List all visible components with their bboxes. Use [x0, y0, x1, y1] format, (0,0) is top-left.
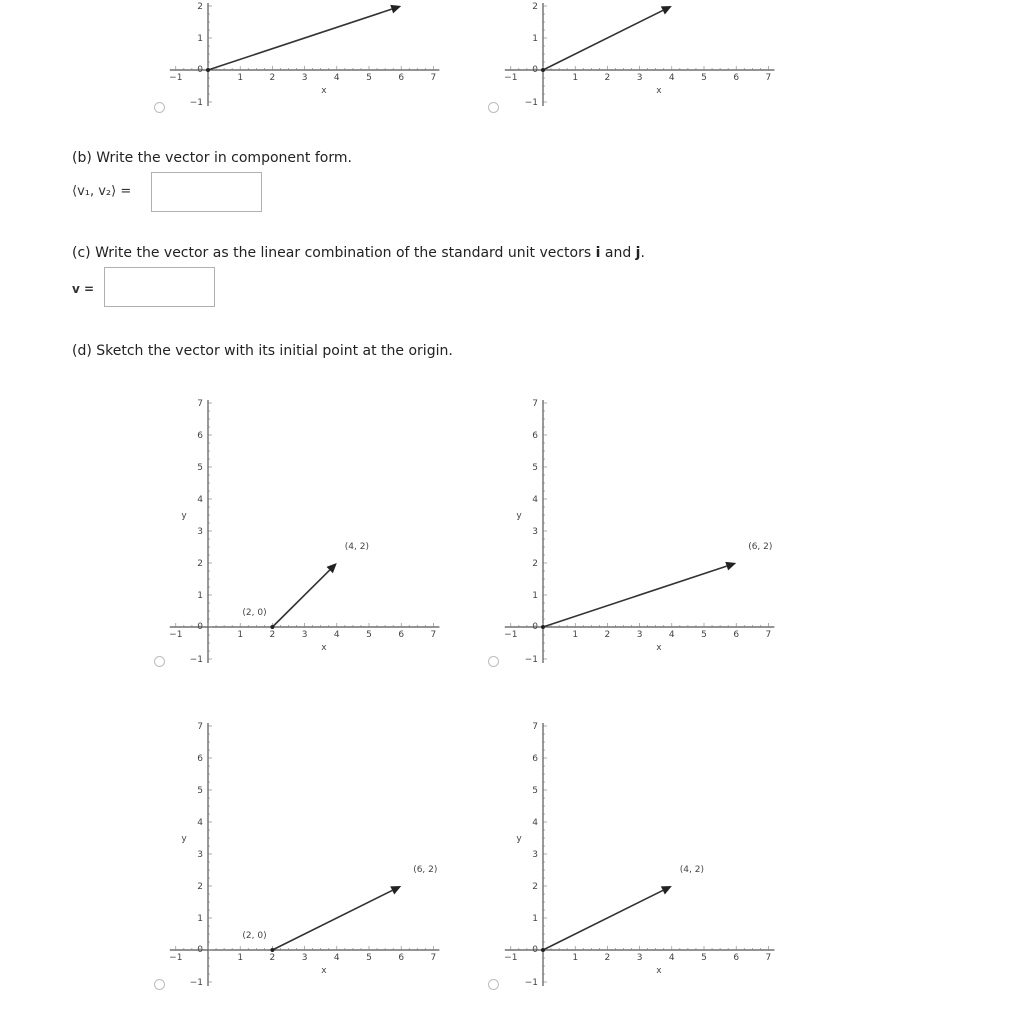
y-tick-label: −1 [189, 978, 203, 988]
x-tick-label: 1 [572, 953, 579, 963]
x-tick-label: −1 [504, 630, 518, 640]
point-annotation: (6, 2) [748, 542, 773, 552]
x-tick-label: 1 [237, 953, 244, 963]
x-tick-label: 3 [301, 73, 308, 83]
y-tick-label: 2 [532, 2, 538, 12]
vector-line [208, 9, 392, 70]
origin-label: 0 [532, 945, 538, 955]
y-tick-label: 6 [197, 754, 203, 764]
y-tick-label: −1 [524, 655, 538, 665]
x-tick-label: 1 [572, 73, 579, 83]
y-axis-label: y [181, 834, 187, 845]
origin-label: 0 [197, 945, 203, 955]
component-form-input[interactable] [152, 173, 261, 211]
vector-initial-point [206, 68, 210, 72]
linear-combination-answer-box[interactable] [104, 267, 215, 307]
vector-initial-point [541, 68, 545, 72]
x-axis-label: x [321, 86, 327, 96]
x-tick-label: 7 [430, 73, 437, 83]
y-axis-label: y [516, 511, 522, 522]
y-tick-label: 1 [532, 34, 538, 44]
y-tick-label: −1 [524, 98, 538, 108]
x-tick-label: 6 [398, 630, 405, 640]
question-c-and: and [600, 245, 636, 261]
vector-initial-point [541, 948, 545, 952]
y-tick-label: 1 [197, 34, 203, 44]
x-tick-label: 5 [701, 73, 707, 83]
radio-option-top-right[interactable] [488, 102, 499, 113]
x-axis-label: x [656, 86, 662, 96]
x-tick-label: 2 [269, 953, 276, 963]
vector-line [543, 566, 727, 627]
x-tick-label: −1 [504, 953, 518, 963]
point-annotation: (4, 2) [344, 542, 370, 552]
radio-option-d4[interactable] [488, 979, 499, 990]
origin-label: 0 [197, 622, 203, 632]
radio-option-d1[interactable] [154, 656, 165, 667]
linear-combination-input[interactable] [105, 268, 214, 306]
graph-option-d2 [485, 390, 795, 665]
x-tick-label: 6 [733, 73, 740, 83]
y-axis-label: y [181, 511, 187, 522]
x-tick-label: 7 [765, 630, 772, 640]
vector-line [543, 10, 663, 70]
x-tick-label: 4 [333, 630, 340, 640]
x-tick-label: 1 [572, 630, 579, 640]
x-tick-label: −1 [504, 73, 518, 83]
x-axis-label: x [321, 643, 327, 653]
y-tick-label: 5 [532, 463, 538, 473]
x-tick-label: 7 [765, 953, 772, 963]
y-tick-label: 7 [532, 722, 538, 732]
y-tick-label: 2 [532, 882, 538, 892]
x-tick-label: 4 [668, 630, 675, 640]
vector-line [272, 890, 392, 950]
y-tick-label: 5 [532, 786, 538, 796]
origin-label: 0 [532, 622, 538, 632]
x-tick-label: −1 [169, 630, 183, 640]
y-tick-label: 3 [197, 527, 203, 537]
y-tick-label: 6 [532, 754, 538, 764]
x-tick-label: 2 [604, 73, 611, 83]
x-tick-label: 6 [398, 953, 405, 963]
x-tick-label: 5 [701, 630, 707, 640]
x-tick-label: 2 [269, 73, 276, 83]
question-c-text [72, 245, 645, 261]
y-tick-label: 4 [532, 818, 538, 828]
x-tick-label: 2 [604, 953, 611, 963]
y-tick-label: 2 [532, 559, 538, 569]
x-tick-label: 4 [668, 953, 675, 963]
graph-option-d4 [485, 713, 795, 988]
y-tick-label: −1 [189, 655, 203, 665]
x-tick-label: −1 [169, 953, 183, 963]
x-tick-label: 5 [366, 73, 372, 83]
vector-arrowhead [390, 5, 401, 14]
y-tick-label: −1 [189, 98, 203, 108]
vector-initial-point [270, 625, 274, 629]
unit-vector-j: j [635, 245, 641, 261]
y-tick-label: 2 [197, 559, 203, 569]
graph-option-d3 [150, 713, 460, 988]
graph-option-top-right [485, 0, 795, 110]
x-tick-label: 4 [333, 73, 340, 83]
linear-combination-label: v = [72, 282, 95, 296]
point-annotation: (2, 0) [242, 608, 267, 618]
vector-line [543, 890, 663, 950]
point-annotation: (6, 2) [413, 865, 438, 875]
point-annotation: (4, 2) [679, 865, 705, 875]
graph-option-top-left [150, 0, 460, 110]
question-b-text: (b) Write the vector in component form. [72, 150, 352, 166]
y-tick-label: 4 [532, 495, 538, 505]
unit-vector-i: i [595, 245, 601, 261]
x-tick-label: 6 [398, 73, 405, 83]
y-tick-label: 4 [197, 495, 203, 505]
vector-initial-point [270, 948, 274, 952]
y-tick-label: 6 [197, 431, 203, 441]
component-form-answer-box[interactable] [151, 172, 262, 212]
x-axis-label: x [321, 966, 327, 976]
y-tick-label: 5 [197, 786, 203, 796]
y-tick-label: 5 [197, 463, 203, 473]
x-tick-label: 7 [765, 73, 772, 83]
y-tick-label: 6 [532, 431, 538, 441]
vector-arrowhead [725, 562, 736, 571]
y-tick-label: 1 [532, 591, 538, 601]
y-tick-label: −1 [524, 978, 538, 988]
question-d-text: (d) Sketch the vector with its initial point at the origin. [72, 343, 453, 359]
radio-option-d2[interactable] [488, 656, 499, 667]
x-tick-label: 4 [668, 73, 675, 83]
y-tick-label: 1 [197, 591, 203, 601]
x-tick-label: 3 [301, 953, 308, 963]
x-tick-label: 3 [636, 630, 643, 640]
y-tick-label: 7 [197, 722, 203, 732]
x-tick-label: 6 [733, 630, 740, 640]
vector-line [272, 570, 329, 627]
vector-initial-point [541, 625, 545, 629]
question-c-period: . [640, 245, 645, 261]
y-tick-label: 4 [197, 818, 203, 828]
y-tick-label: 3 [197, 850, 203, 860]
x-tick-label: −1 [169, 73, 183, 83]
x-tick-label: 7 [430, 953, 437, 963]
x-tick-label: 4 [333, 953, 340, 963]
y-tick-label: 3 [532, 850, 538, 860]
x-tick-label: 3 [636, 73, 643, 83]
y-tick-label: 1 [532, 914, 538, 924]
x-tick-label: 5 [701, 953, 707, 963]
component-form-label: ⟨v₁, v₂⟩ = [72, 184, 132, 199]
graph-option-d1 [150, 390, 460, 665]
x-tick-label: 1 [237, 73, 244, 83]
x-tick-label: 6 [733, 953, 740, 963]
y-axis-label: y [516, 834, 522, 845]
y-tick-label: 1 [197, 914, 203, 924]
x-axis-label: x [656, 643, 662, 653]
y-tick-label: 2 [197, 882, 203, 892]
x-axis-label: x [656, 966, 662, 976]
x-tick-label: 1 [237, 630, 244, 640]
y-tick-label: 2 [197, 2, 203, 12]
origin-label: 0 [532, 65, 538, 75]
x-tick-label: 2 [604, 630, 611, 640]
question-c-prefix: (c) Write the vector as the linear combination of the standard unit vectors [72, 245, 596, 261]
x-tick-label: 7 [430, 630, 437, 640]
x-tick-label: 5 [366, 630, 372, 640]
origin-label: 0 [197, 65, 203, 75]
y-tick-label: 7 [197, 399, 203, 409]
x-tick-label: 3 [636, 953, 643, 963]
radio-option-top-left[interactable] [154, 102, 165, 113]
point-annotation: (2, 0) [242, 931, 267, 941]
y-tick-label: 7 [532, 399, 538, 409]
x-tick-label: 3 [301, 630, 308, 640]
x-tick-label: 5 [366, 953, 372, 963]
radio-option-d3[interactable] [154, 979, 165, 990]
y-tick-label: 3 [532, 527, 538, 537]
x-tick-label: 2 [269, 630, 276, 640]
